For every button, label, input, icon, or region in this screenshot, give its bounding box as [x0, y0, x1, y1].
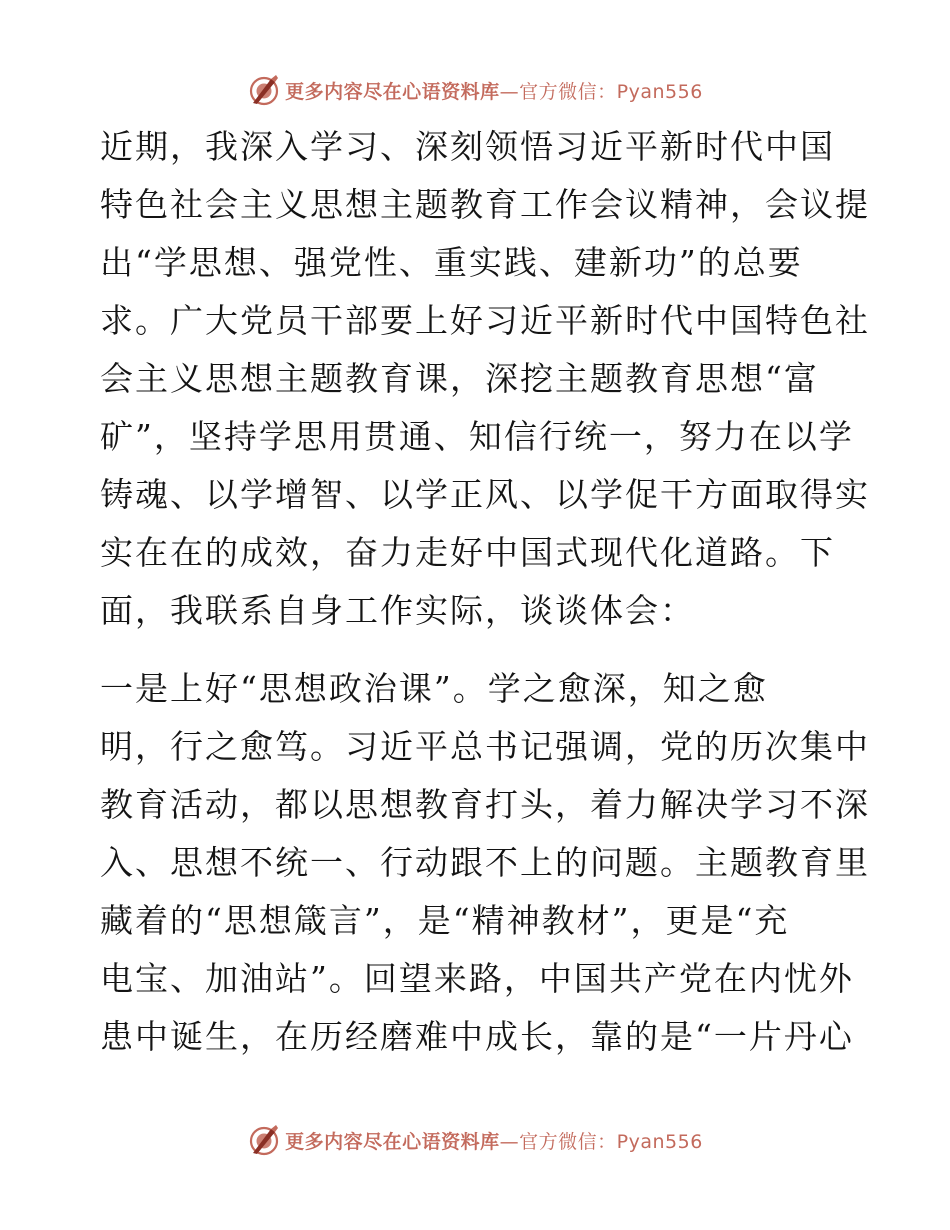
text-line: 出“学思想、强党性、重实践、建新功”的总要	[100, 243, 803, 282]
footer-banner-suffix: —官方微信：Pyan556	[499, 1130, 703, 1153]
text-line: 藏着的“思想箴言”，是“精神教材”，更是“充	[100, 901, 790, 940]
footer-banner	[0, 1120, 950, 1160]
text-line: 一是上好“思想政治课”。学之愈深，知之愈	[100, 669, 768, 708]
text-line: 求。广大党员干部要上好习近平新时代中国特色社	[100, 301, 870, 340]
header-banner-text	[285, 77, 703, 104]
text-line: 近期，我深入学习、深刻领悟习近平新时代中国	[100, 127, 835, 166]
footer-banner-text	[285, 1127, 703, 1154]
quill-ink-icon	[247, 1123, 281, 1157]
text-line: 电宝、加油站”。回望来路，中国共产党在内忧外	[100, 959, 854, 998]
text-line: 患中诞生，在历经磨难中成长，靠的是“一片丹心	[100, 1017, 854, 1056]
header-banner-suffix: —官方微信：Pyan556	[499, 80, 703, 103]
text-line: 实在在的成效，奋力走好中国式现代化道路。下	[100, 533, 835, 572]
paragraph-intro	[100, 118, 870, 640]
footer-banner-title: 更多内容尽在心语资料库	[285, 1130, 500, 1153]
text-line: 特色社会主义思想主题教育工作会议精神，会议提	[100, 185, 870, 224]
text-line: 明，行之愈笃。习近平总书记强调，党的历次集中	[100, 727, 870, 766]
text-line: 面，我联系自身工作实际，谈谈体会：	[100, 591, 695, 630]
text-line: 铸魂、以学增智、以学正风、以学促干方面取得实	[100, 475, 870, 514]
paragraph-point-one	[100, 660, 870, 1066]
header-banner	[0, 70, 950, 110]
text-line: 教育活动，都以思想教育打头，着力解决学习不深	[100, 785, 870, 824]
text-line: 矿”，坚持学思用贯通、知信行统一，努力在以学	[100, 417, 854, 456]
quill-ink-icon	[247, 73, 281, 107]
header-banner-title: 更多内容尽在心语资料库	[285, 80, 500, 103]
text-line: 入、思想不统一、行动跟不上的问题。主题教育里	[100, 843, 870, 882]
text-line: 会主义思想主题教育课，深挖主题教育思想“富	[100, 359, 819, 398]
